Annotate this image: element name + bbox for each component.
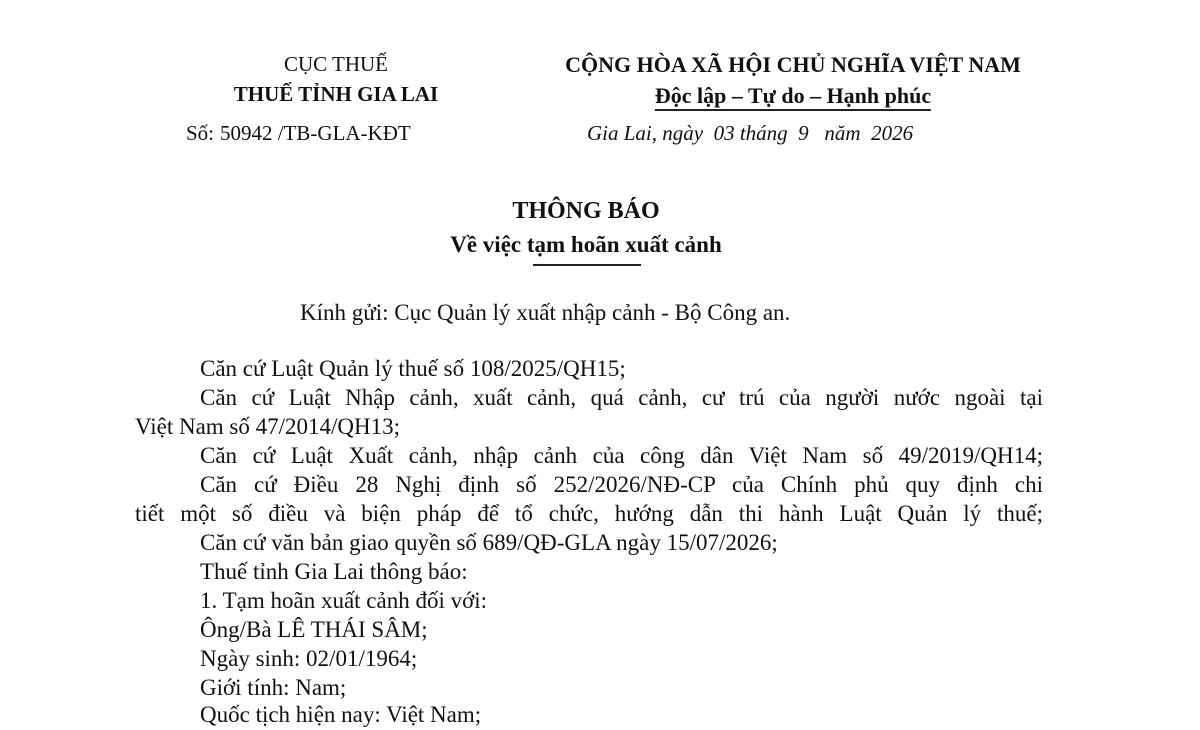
recipient-line: Kính gửi: Cục Quản lý xuất nhập cảnh - Bộ Công an. <box>300 300 791 325</box>
motto-wrap <box>655 83 931 109</box>
body-line: Ông/Bà LÊ THÁI SÂM; <box>200 617 428 642</box>
body-line: Căn cứ Luật Quản lý thuế số 108/2025/QH15; <box>200 356 626 381</box>
body-line: 1. Tạm hoãn xuất cảnh đối với: <box>200 588 488 613</box>
body-line: Quốc tịch hiện nay: Việt Nam; <box>200 702 482 727</box>
body-line: Thuế tỉnh Gia Lai thông báo: <box>200 559 468 584</box>
body-line: Căn cứ Luật Nhập cảnh, xuất cảnh, quá cảnh, cư trú của người nước ngoài tại <box>200 385 1043 410</box>
place-date: Gia Lai, ngày 03 tháng 9 năm 2026 <box>587 121 914 145</box>
body-line: Ngày sinh: 02/01/1964; <box>200 646 418 671</box>
body-line: tiết một số điều và biện pháp để tổ chức, hướng dẫn thi hành Luật Quản lý thuế; <box>135 501 1043 526</box>
title-underline <box>533 264 641 266</box>
document-number-label: Số: <box>186 121 215 145</box>
agency-name: THUẾ TỈNH GIA LAI <box>233 82 439 106</box>
motto: Độc lập – Tự do – Hạnh phúc <box>655 83 931 111</box>
body-line: Căn cứ văn bản giao quyền số 689/QĐ-GLA ngày 15/07/2026; <box>200 530 778 555</box>
body-line: Căn cứ Điều 28 Nghị định số 252/2026/NĐ-CP của Chính phủ quy định chi <box>200 472 1043 497</box>
agency-parent: CỤC THUẾ <box>283 52 389 76</box>
national-title: CỘNG HÒA XÃ HỘI CHỦ NGHĨA VIỆT NAM <box>565 52 1021 77</box>
document-subtitle: Về việc tạm hoãn xuất cảnh <box>450 232 722 257</box>
body-line: Việt Nam số 47/2014/QH13; <box>135 414 401 439</box>
document-number <box>186 121 411 146</box>
document-title: THÔNG BÁO <box>512 198 660 224</box>
body-line: Căn cứ Luật Xuất cảnh, nhập cảnh của công dân Việt Nam số 49/2019/QH14; <box>200 443 1043 468</box>
document-number-value: 50942 /TB-GLA-KĐT <box>220 121 411 145</box>
body-line: Giới tính: Nam; <box>200 675 347 700</box>
